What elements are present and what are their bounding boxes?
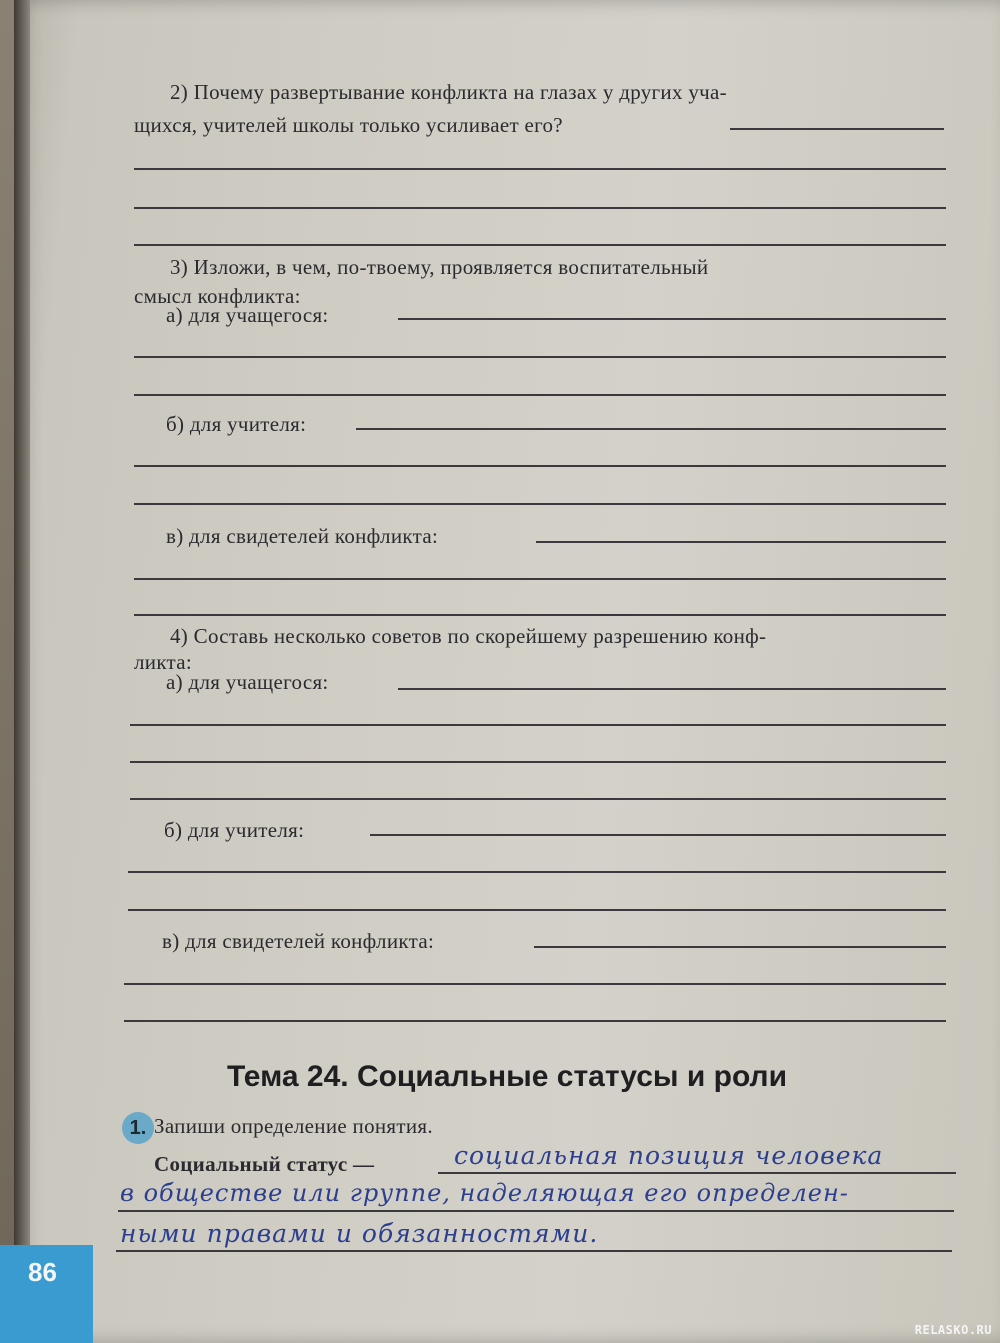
answer-line[interactable]	[356, 428, 946, 430]
answer-line[interactable]	[134, 503, 946, 505]
answer-line[interactable]	[534, 946, 946, 948]
handwritten-answer-line2: в обществе или группе, наделяющая его определен-	[120, 1179, 849, 1207]
answer-line[interactable]	[134, 244, 946, 246]
task1-instruction: Запиши определение понятия.	[154, 1114, 433, 1138]
answer-line[interactable]	[118, 1210, 954, 1212]
answer-line[interactable]	[130, 761, 946, 763]
answer-line[interactable]	[134, 614, 946, 616]
answer-line[interactable]	[116, 1250, 952, 1252]
answer-line[interactable]	[134, 394, 946, 396]
answer-line[interactable]	[124, 1020, 946, 1022]
q3-text-line1: 3) Изложи, в чем, по-твоему, проявляется воспитательный	[170, 255, 709, 279]
handwritten-answer-line3: ными правами и обязанностями.	[120, 1219, 599, 1248]
q4-text-line2: ликта:	[134, 650, 193, 674]
q3-text-line2: смысл конфликта:	[134, 284, 301, 308]
answer-line[interactable]	[134, 168, 946, 170]
answer-line[interactable]	[134, 207, 946, 209]
answer-line[interactable]	[730, 128, 944, 130]
q4-c-label: в) для свидетелей конфликта:	[162, 929, 435, 953]
answer-line[interactable]	[134, 578, 946, 580]
q2-text-line2: щихся, учителей школы только усиливает его?	[134, 113, 563, 137]
workbook-page	[14, 0, 1000, 1343]
q4-text-line1: 4) Составь несколько советов по скорейшему разрешению конф-	[170, 624, 767, 648]
watermark: RELASKO.RU	[914, 1323, 992, 1337]
q2-text-line1: 2) Почему развертывание конфликта на глазах у других уча-	[170, 80, 727, 104]
task-number-badge: 1.	[122, 1112, 154, 1144]
q3-c-label: в) для свидетелей конфликта:	[166, 524, 439, 548]
answer-line[interactable]	[130, 724, 946, 726]
topic-title: Тема 24. Социальные статусы и роли	[226, 1060, 788, 1093]
handwritten-answer-line1: социальная позиция человека	[454, 1141, 884, 1170]
answer-line[interactable]	[398, 688, 946, 690]
book-spine	[14, 0, 30, 1343]
answer-line[interactable]	[536, 541, 946, 543]
answer-line[interactable]	[370, 834, 946, 836]
answer-line[interactable]	[124, 983, 946, 985]
answer-line[interactable]	[134, 356, 946, 358]
q4-b-label: б) для учителя:	[164, 818, 305, 842]
q3-b-label: б) для учителя:	[166, 412, 307, 436]
term-label: Социальный статус —	[154, 1152, 375, 1176]
answer-line[interactable]	[398, 318, 946, 320]
q4-a-label: а) для учащегося:	[166, 670, 329, 694]
page-number-tab: 86	[0, 1245, 93, 1343]
answer-line[interactable]	[134, 465, 946, 467]
answer-line[interactable]	[128, 871, 946, 873]
answer-line[interactable]	[128, 909, 946, 911]
q3-a-label: а) для учащегося:	[166, 303, 329, 327]
answer-line[interactable]	[438, 1172, 956, 1174]
answer-line[interactable]	[130, 798, 946, 800]
